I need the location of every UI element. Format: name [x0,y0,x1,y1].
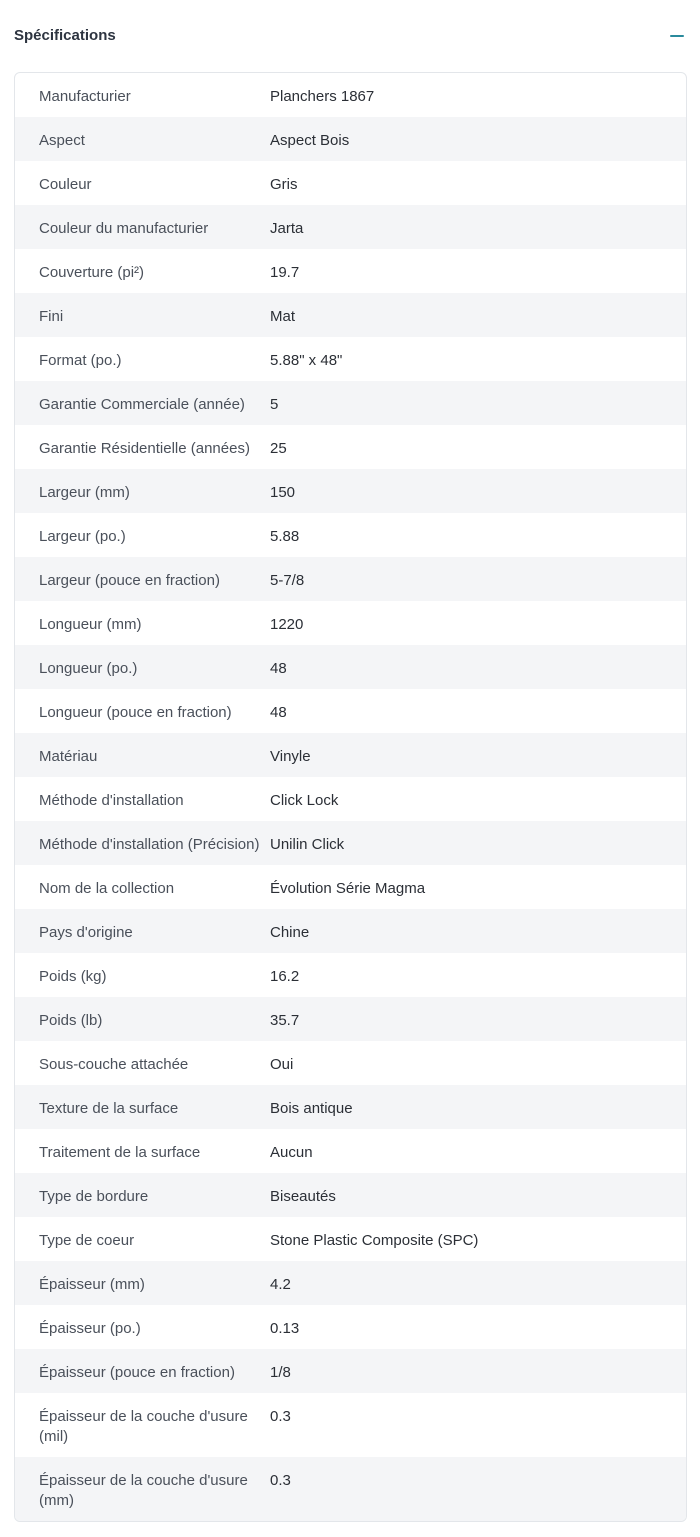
spec-row [15,1393,686,1457]
spec-value: Aspect Bois [270,132,350,149]
spec-row [15,909,686,953]
spec-label: Poids (lb) [39,1012,103,1029]
spec-label: Sous-couche attachée [39,1056,189,1073]
spec-label: Épaisseur (pouce en fraction) [39,1364,235,1381]
spec-value: 0.13 [270,1320,300,1337]
spec-value: Jarta [270,220,304,237]
spec-value: 16.2 [270,968,300,985]
spec-label: Fini [39,308,64,325]
spec-label: Type de bordure [39,1188,149,1205]
spec-label: Type de coeur [39,1232,135,1249]
spec-value: 25 [270,440,287,457]
spec-label: Garantie Résidentielle (années) [39,440,250,457]
spec-value: 19.7 [270,264,300,281]
spec-value: 0.3 [270,1472,291,1489]
spec-value: 5-7/8 [270,572,305,589]
spec-label: Méthode d'installation [39,792,184,809]
spec-value: Oui [270,1056,294,1073]
spec-label: Longueur (po.) [39,660,138,677]
spec-row [15,601,686,645]
spec-row [15,1173,686,1217]
spec-label: Largeur (pouce en fraction) [39,572,220,589]
spec-row [15,1457,686,1521]
spec-value: Bois antique [270,1100,353,1117]
specifications-table [14,72,687,1522]
spec-label: Méthode d'installation (Précision) [39,836,260,853]
spec-value: 0.3 [270,1408,291,1425]
spec-row [15,865,686,909]
spec-value: 5.88 [270,528,300,545]
spec-row [15,205,686,249]
spec-value: 5 [270,396,279,413]
spec-value: 48 [270,704,287,721]
spec-value: Évolution Série Magma [270,880,426,897]
spec-value: 150 [270,484,296,501]
spec-row [15,513,686,557]
spec-row [15,733,686,777]
spec-value: Aucun [270,1144,313,1161]
section-title: Spécifications [14,27,116,44]
spec-row [15,469,686,513]
spec-row [15,689,686,733]
spec-label: Format (po.) [39,352,122,369]
spec-value: Vinyle [270,748,311,765]
spec-label: Matériau [39,748,98,765]
spec-label: Nom de la collection [39,880,175,897]
spec-value: Planchers 1867 [270,88,375,105]
spec-row [15,293,686,337]
spec-row [15,161,686,205]
spec-value: 35.7 [270,1012,300,1029]
spec-label: Manufacturier [39,88,131,105]
minus-icon[interactable] [666,24,690,48]
spec-label: Longueur (pouce en fraction) [39,704,232,721]
spec-row [15,1349,686,1393]
spec-label: Aspect [39,132,85,149]
spec-row [15,1217,686,1261]
spec-label: Longueur (mm) [39,616,142,633]
spec-label: Couverture (pi²) [39,264,145,281]
spec-row [15,1085,686,1129]
spec-label: Largeur (mm) [39,484,130,501]
spec-label: Poids (kg) [39,968,107,985]
spec-label: Texture de la surface [39,1100,179,1117]
spec-row [15,1261,686,1305]
spec-row [15,997,686,1041]
spec-label: Épaisseur de la couche d'usure (mil) [39,1408,248,1445]
spec-label: Épaisseur de la couche d'usure (mm) [39,1472,248,1509]
spec-value: 1220 [270,616,304,633]
spec-value: Biseautés [270,1188,336,1205]
spec-row [15,73,686,117]
spec-label: Épaisseur (po.) [39,1320,141,1337]
spec-label: Pays d'origine [39,924,133,941]
spec-value: Click Lock [270,792,339,809]
spec-row [15,249,686,293]
spec-row [15,953,686,997]
spec-label: Épaisseur (mm) [39,1276,145,1293]
spec-row [15,425,686,469]
spec-row [15,645,686,689]
spec-row [15,381,686,425]
spec-row [15,777,686,821]
spec-value: 4.2 [270,1276,291,1293]
spec-label: Largeur (po.) [39,528,126,545]
spec-label: Garantie Commerciale (année) [39,396,245,413]
spec-label: Couleur [39,176,92,193]
spec-row [15,1041,686,1085]
spec-value: 1/8 [270,1364,291,1381]
spec-value: Gris [270,176,298,193]
spec-label: Couleur du manufacturier [39,220,209,237]
spec-value: Chine [270,924,310,941]
spec-value: 48 [270,660,287,677]
spec-row [15,821,686,865]
spec-value: 5.88" x 48" [270,352,343,369]
spec-value: Stone Plastic Composite (SPC) [270,1232,479,1249]
spec-row [15,1305,686,1349]
specifications-header[interactable] [0,0,700,72]
spec-row [15,1129,686,1173]
spec-row [15,337,686,381]
spec-value: Unilin Click [270,836,345,853]
spec-value: Mat [270,308,296,325]
spec-row [15,117,686,161]
spec-label: Traitement de la surface [39,1144,201,1161]
spec-row [15,557,686,601]
